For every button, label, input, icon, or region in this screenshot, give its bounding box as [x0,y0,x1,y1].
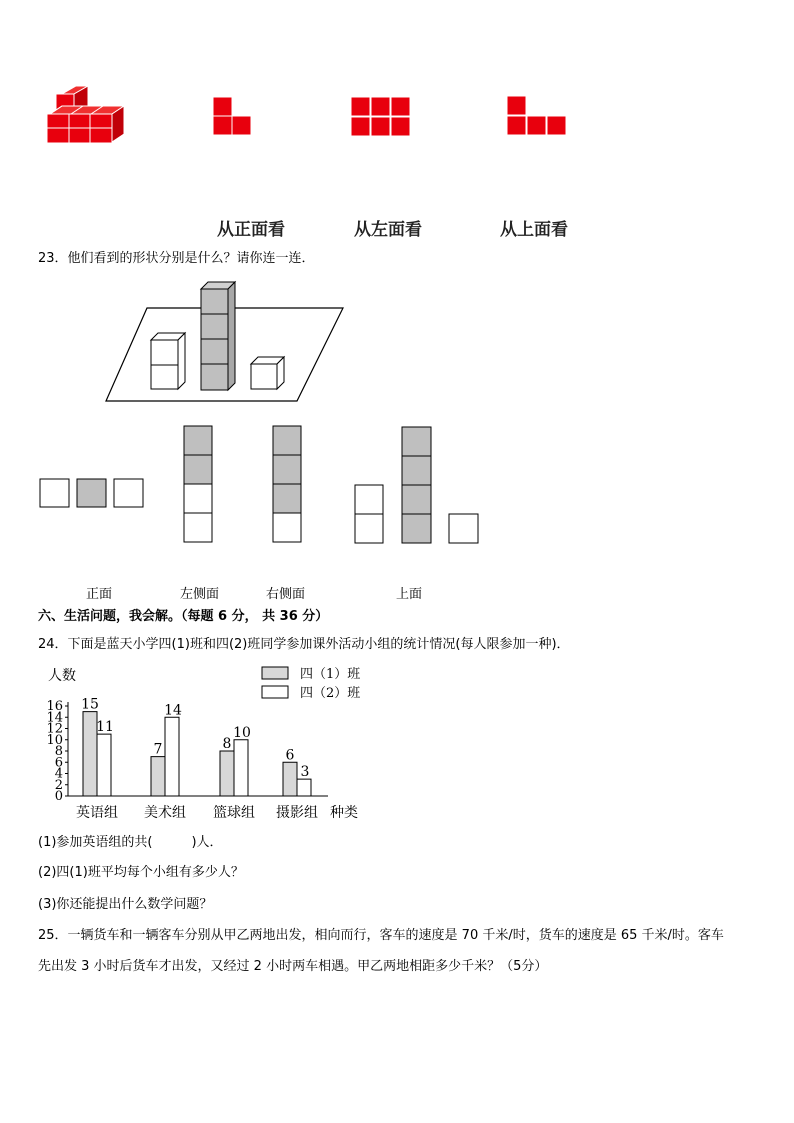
label-left-side: 左侧面 [180,587,220,602]
y-tick-label: 12 [46,721,63,737]
y-tick-label: 2 [54,777,63,793]
q24-sub3: (3)你还能提出什么数学问题？ [38,897,213,912]
bar-2-4 [297,779,311,796]
label-left-view: 从左面看 [354,220,422,240]
bar-value-label: 15 [81,696,99,713]
bar-2-3 [234,740,248,796]
red-3d-solid [47,86,124,143]
y-tick-label: 10 [46,732,63,748]
legend-label: 四（2）班 [300,686,361,701]
q24-sub1: (1)参加英语组的共( )人． [38,835,223,850]
bar-value-label: 11 [96,719,114,736]
legend-swatch [262,667,288,679]
label-top-face: 上面 [396,587,423,602]
activity-bar-chart [38,662,378,822]
option-front-composite [355,427,478,543]
cube-scene-drawing [100,278,350,406]
bar-value-label: 8 [222,736,232,752]
category-label: 篮球组 [213,805,255,821]
bar-2-2 [165,717,179,796]
label-front-view: 从正面看 [217,220,285,240]
label-top-view: 从上面看 [500,220,568,240]
label-front: 正面 [86,587,113,602]
option-stack-three-gray [273,426,301,542]
bar-2-1 [97,734,111,796]
bar-1-1 [83,712,97,796]
y-tick-label: 14 [46,710,63,726]
y-tick-label: 4 [54,766,63,782]
legend-label: 四（1）班 [300,667,361,682]
category-label: 摄影组 [276,805,318,821]
y-tick-label: 6 [54,755,63,771]
legend-swatch [262,686,288,698]
y-tick-label: 0 [54,789,63,804]
bar-value-label: 10 [233,724,251,741]
y-tick-label: 16 [46,699,63,714]
label-right-side: 右侧面 [266,587,306,602]
bar-value-label: 3 [300,764,310,781]
option-stack-two-gray [184,426,212,542]
chart-xlabel: 种类 [330,805,358,821]
q23-text: 23．他们看到的形状分别是什么？请你连一连． [38,251,315,266]
category-label: 英语组 [76,805,118,821]
red-view-left-shape [213,97,251,135]
red-block-figures [40,82,600,152]
red-view-3x2-shape [351,97,410,136]
q25-line1: 25．一辆货车和一辆客车分别从甲乙两地出发，相向而行，客车的速度是 70 千米/时，货车的速度是 65 千米/时。客车 [38,928,724,943]
red-view-l-long-shape [507,96,566,135]
q24-sub2: (2)四(1)班平均每个小组有多少人？ [38,865,244,880]
bar-value-label: 14 [164,702,182,719]
bar-1-4 [283,762,297,796]
section-six-heading: 六、生活问题，我会解。（每题 6 分， 共 36 分） [38,609,329,624]
q25-line2: 先出发 3 小时后货车才出发，又经过 2 小时两车相遇。甲乙两地相距多少千米？（5分） [38,959,548,974]
bar-1-2 [151,757,165,796]
chart-ylabel: 人数 [48,668,76,684]
bar-value-label: 7 [153,741,163,758]
bar-value-label: 6 [285,747,295,764]
category-label: 美术组 [144,805,186,821]
y-tick-label: 8 [54,744,63,759]
bar-1-3 [220,751,234,796]
option-row-of-three [40,479,143,507]
view-option-shapes [38,424,488,548]
q24-text: 24．下面是蓝天小学四(1)班和四(2)班同学参加课外活动小组的统计情况(每人限参加一种)． [38,637,570,652]
